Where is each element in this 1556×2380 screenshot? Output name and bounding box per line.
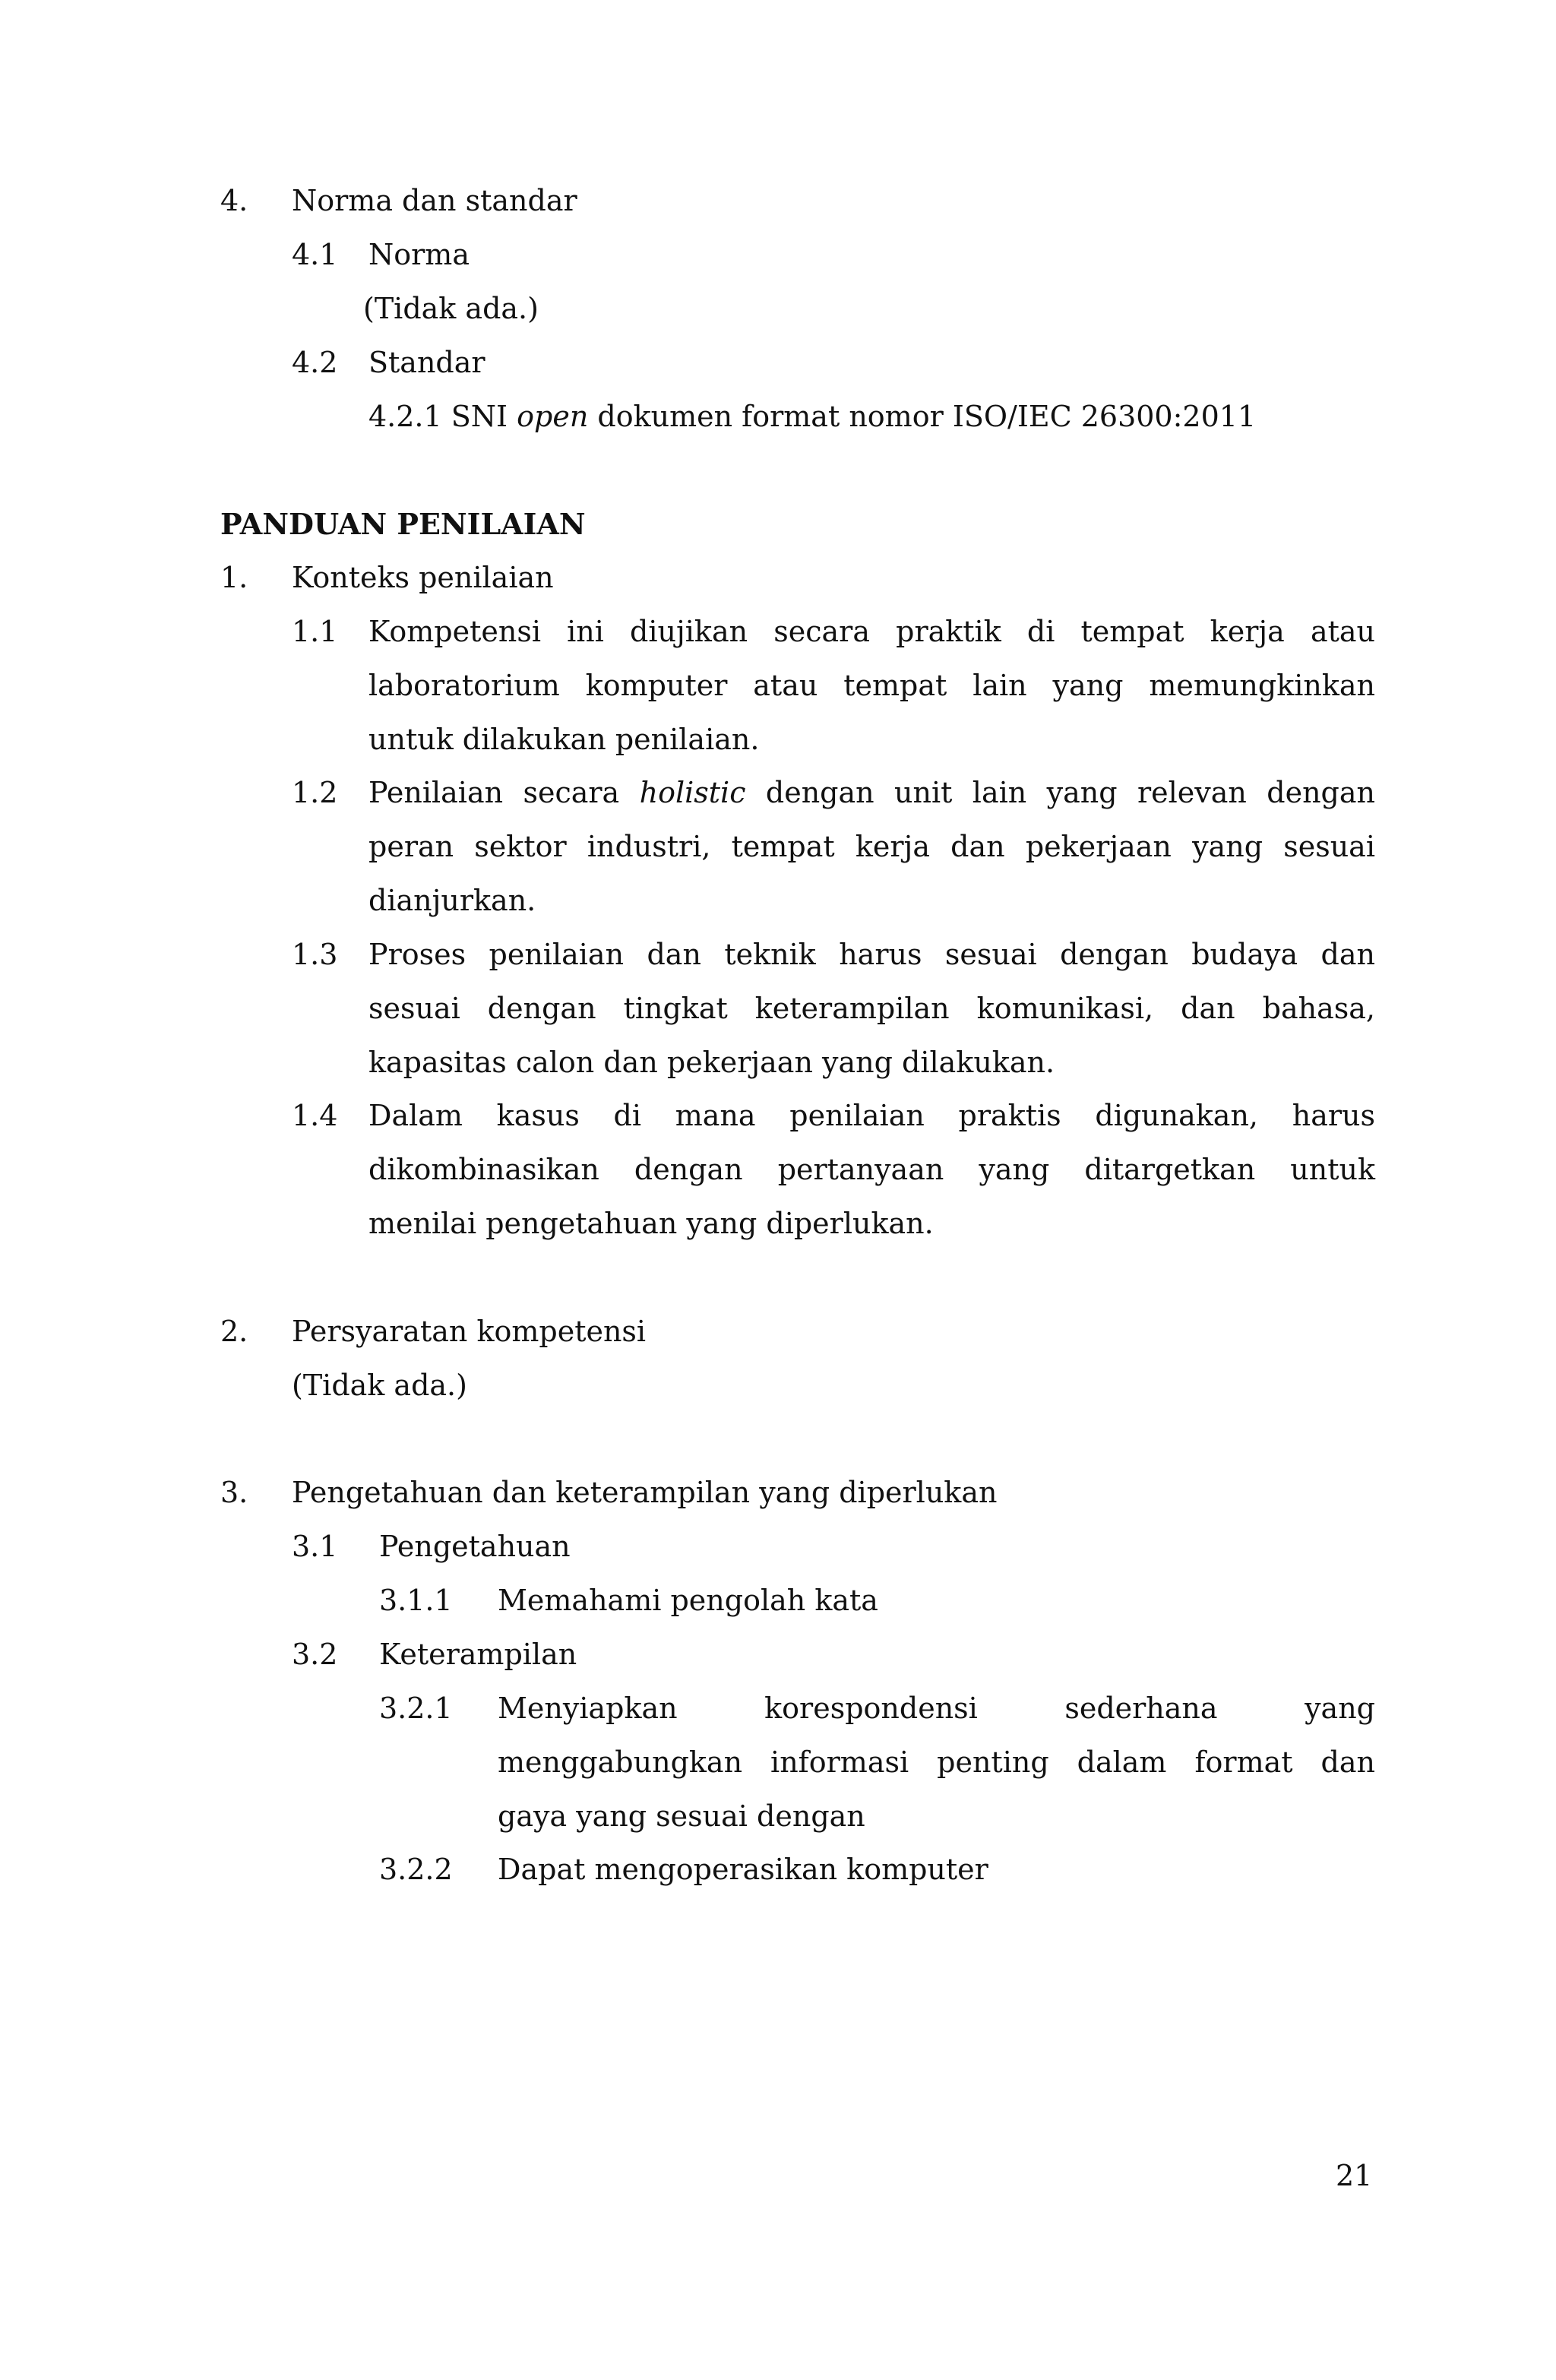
paragraph-line: kapasitas calon dan pekerjaan yang dilakukan. (368, 1046, 1055, 1079)
paragraph-line: dikombinasikan dengan pertanyaan yang ditargetkan untuk (368, 1153, 1375, 1186)
item-number: 3.2.1 (379, 1692, 453, 1725)
section-number: 2. (220, 1315, 248, 1348)
subsection-title: Pengetahuan (379, 1530, 571, 1563)
page-number: 21 (1336, 2159, 1373, 2192)
section-heading: PANDUAN PENILAIAN (220, 507, 586, 541)
section-title: Pengetahuan dan keterampilan yang diperlukan (292, 1476, 998, 1509)
section-title: Persyaratan kompetensi (292, 1315, 647, 1348)
subsection-number: 3.1 (292, 1530, 338, 1563)
paragraph-line: peran sektor industri, tempat kerja dan pekerjaan yang sesuai (368, 830, 1375, 863)
paragraph-text: Penilaian secara (368, 776, 640, 809)
paragraph-line: menilai pengetahuan yang diperlukan. (368, 1207, 934, 1240)
section-number: 3. (220, 1476, 248, 1509)
section-title: Norma dan standar (292, 184, 577, 217)
paragraph-line: Proses penilaian dan teknik harus sesuai dengan budaya dan (368, 938, 1375, 971)
item-number: 3.2.2 (379, 1853, 453, 1886)
item-text: Memahami pengolah kata (498, 1584, 878, 1617)
paragraph-line: dianjurkan. (368, 884, 536, 917)
paragraph-line: Dalam kasus di mana penilaian praktis digunakan, harus (368, 1099, 1375, 1132)
paragraph-line: untuk dilakukan penilaian. (368, 723, 760, 756)
item-number: 1.3 (292, 938, 338, 971)
paragraph-line: menggabungkan informasi penting dalam format dan (498, 1745, 1375, 1779)
paragraph-line: Kompetensi ini diujikan secara praktik di tempat kerja atau (368, 615, 1375, 648)
section-title: Konteks penilaian (292, 561, 554, 594)
standard-item (368, 390, 1256, 443)
item-text: Dapat mengoperasikan komputer (498, 1853, 988, 1886)
item-number: 1.2 (292, 776, 338, 809)
italic-term: holistic (639, 776, 746, 809)
note-text: (Tidak ada.) (363, 292, 539, 325)
paragraph-line: sesuai dengan tingkat keterampilan komunikasi, dan bahasa, (368, 992, 1375, 1025)
note-text: (Tidak ada.) (292, 1369, 467, 1402)
paragraph-line: laboratorium komputer atau tempat lain yang memungkinkan (368, 669, 1375, 702)
subsection-title: Keterampilan (379, 1638, 577, 1671)
standard-item-italic: open (517, 400, 589, 433)
subsection-number: 4.1 (292, 238, 338, 271)
paragraph-line: Menyiapkan korespondensi sederhana yang (498, 1692, 1375, 1725)
section-number: 4. (220, 184, 248, 217)
section-number: 1. (220, 561, 248, 594)
subsection-number: 3.2 (292, 1638, 338, 1671)
subsection-title: Norma (368, 238, 470, 271)
item-number: 3.1.1 (379, 1584, 453, 1617)
item-number: 1.1 (292, 615, 338, 648)
standard-item-prefix: 4.2.1 SNI (368, 400, 517, 433)
paragraph-line (368, 766, 1375, 819)
paragraph-line: gaya yang sesuai dengan (498, 1799, 865, 1833)
subsection-title: Standar (368, 346, 485, 379)
subsection-number: 4.2 (292, 346, 338, 379)
item-number: 1.4 (292, 1099, 338, 1132)
standard-item-suffix: dokumen format nomor ISO/IEC 26300:2011 (588, 400, 1257, 433)
paragraph-text: dengan unit lain yang relevan dengan (745, 776, 1375, 809)
